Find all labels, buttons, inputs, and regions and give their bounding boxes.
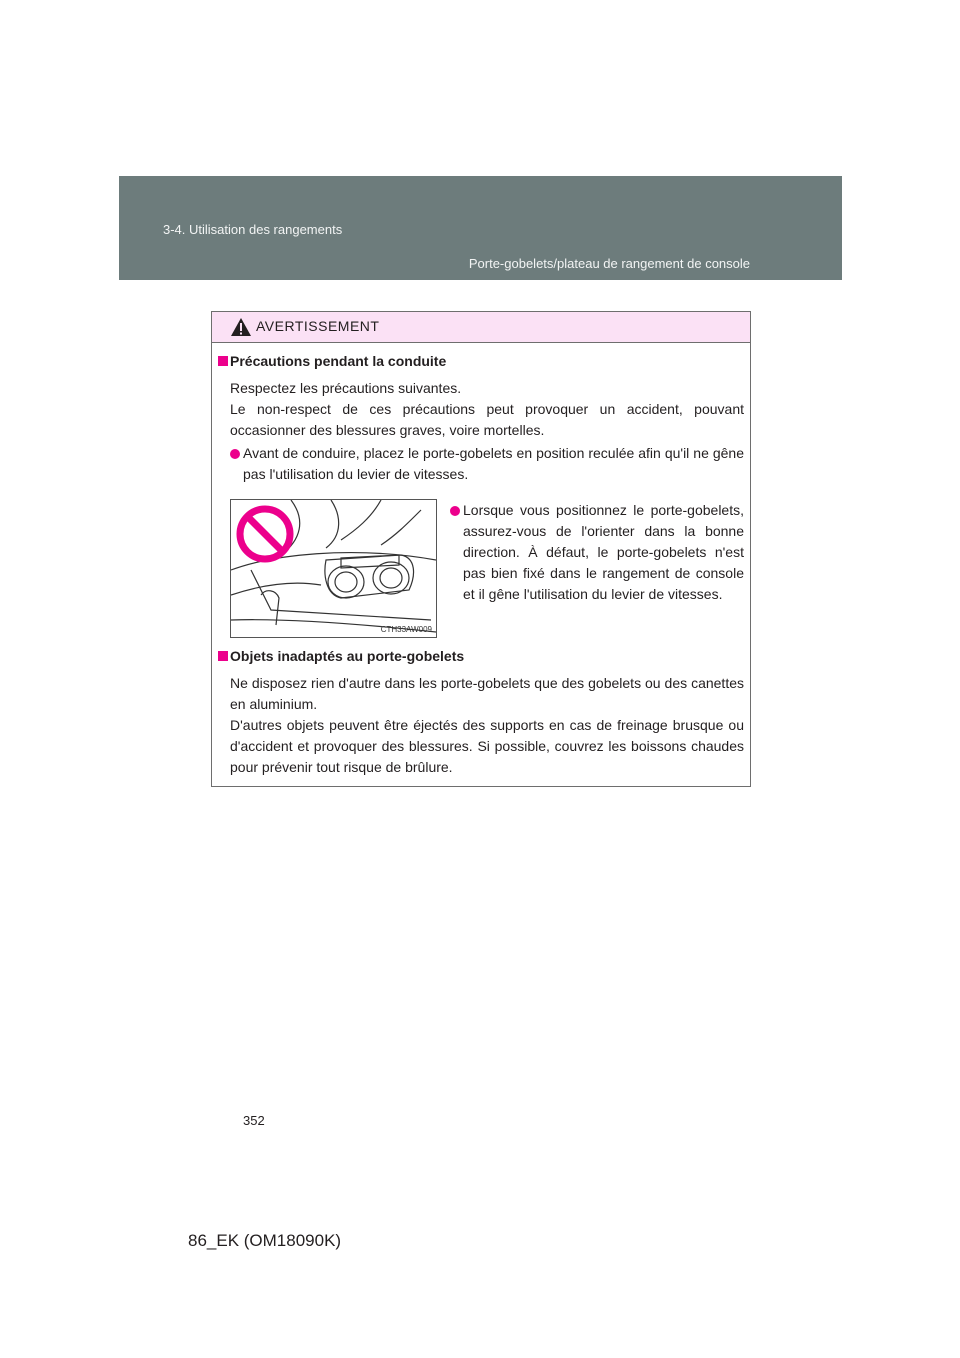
illustration-code: CTH33AW009	[380, 625, 432, 634]
section-title: 3-4. Utilisation des rangements	[163, 222, 343, 237]
section-bullet-square	[218, 356, 228, 366]
section1-heading: Précautions pendant la conduite	[230, 353, 447, 369]
warning-header	[212, 312, 750, 343]
section2-text1: Ne disposez rien d'autre dans les porte-gobelets que des gobelets ou des canettes en aluminium.	[230, 675, 744, 712]
page-header	[119, 176, 842, 280]
page-number: 352	[243, 1113, 265, 1128]
page-subtitle: Porte-gobelets/plateau de rangement de console	[468, 256, 750, 271]
warning-box	[211, 311, 751, 787]
section1-intro: Respectez les précautions suivantes. Le non-respect de ces précautions peut provoquer un accident, pouvant occasionner des blessures graves, voire mortelles.	[230, 380, 744, 438]
bullet-dot	[230, 449, 240, 459]
bullet-dot	[450, 506, 460, 516]
document-code: 86_EK (OM18090K)	[188, 1231, 342, 1250]
section1-bullet2: Lorsque vous positionnez le porte-gobelets, assurez-vous de l'orienter dans la bonne direction. À défaut, le porte-gobelets n'est pas bien fixé dans le rangement de console et il gêne l'utilisation du levier de vitesses.	[463, 502, 744, 602]
section1-bullet1: Avant de conduire, placez le porte-gobelets en position reculée afin qu'il ne gêne pas l'utilisation du levier de vitesses.	[243, 445, 744, 482]
prohibition-icon	[235, 504, 295, 564]
warning-title: AVERTISSEMENT	[256, 318, 380, 334]
cup-holder-illustration	[230, 499, 437, 638]
section2-text2: D'autres objets peuvent être éjectés des supports en cas de freinage brusque ou d'accident et provoquer des blessures. Si possible, couvrez les boissons chaudes pour prévenir tout risque de brûlure.	[230, 717, 744, 775]
section-bullet-square	[218, 651, 228, 661]
warning-triangle-icon	[230, 317, 252, 337]
section2-heading: Objets inadaptés au porte-gobelets	[230, 648, 465, 664]
